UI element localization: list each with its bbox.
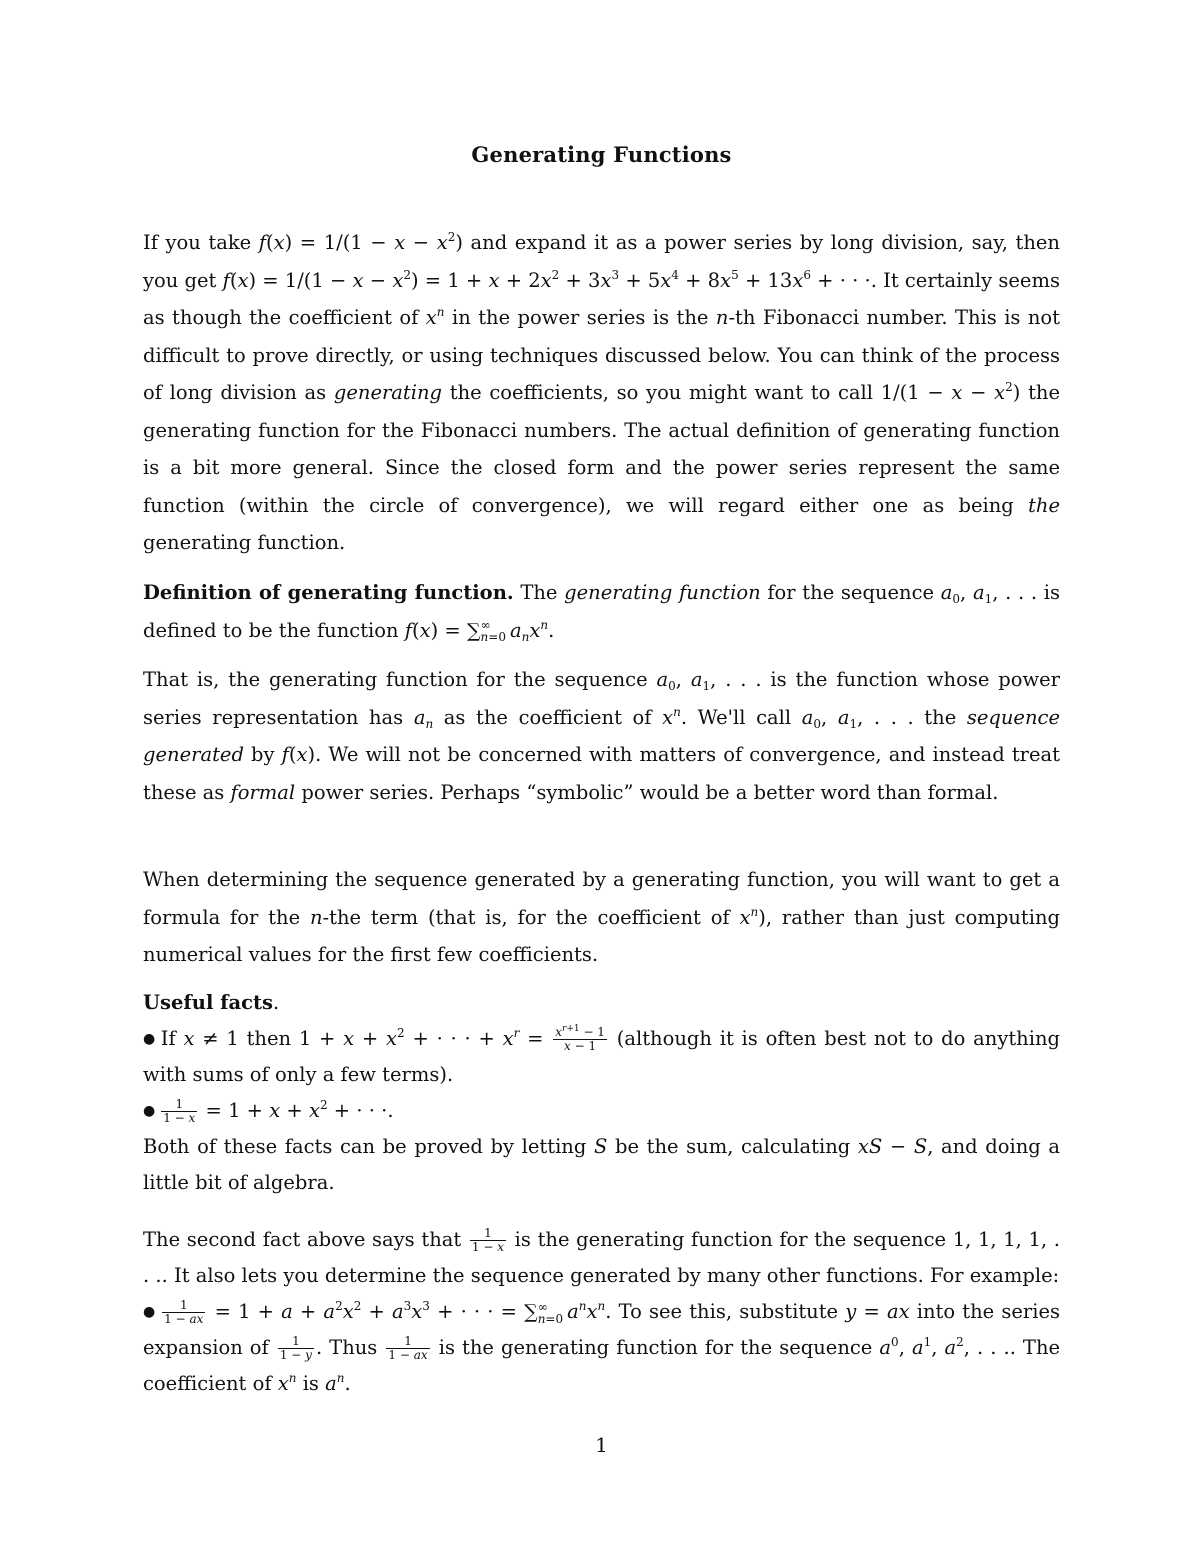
p3-emph-sequence: sequence generated (143, 705, 1060, 766)
p6-text-7: . The coefficient of (143, 1336, 1061, 1395)
page-number: 1 (595, 1433, 608, 1457)
p1-text-10: generating function. (143, 531, 346, 554)
p3-text-8: . We will not be concerned with matters of convergence, and instead treat these as (143, 743, 1061, 804)
bullet-icon: ● (143, 1031, 157, 1047)
p3-emph-formal: formal (230, 780, 296, 804)
definition-paragraph: Definition of generating function. The generating function for the sequence $a_0$, $a_1$, . . . is defined to be the function f(x) = ∑ ∞ n=0 $a_nx^n$. (143, 581, 1060, 644)
p1-text-8: the generating function for the Fibonacci numbers. The actual definition of generating function is a bit more general. Since the closed form and the power series represent the same function (within the circle of convergence), we will regard either one as being (143, 381, 1060, 517)
bullet-icon: ● (143, 1103, 156, 1119)
p3-text-5: the (924, 705, 957, 729)
page-title: Generating Functions (471, 142, 732, 167)
p6-text-4: into the series expansion of (143, 1300, 1060, 1359)
math-fx: f (258, 231, 267, 254)
definition-heading: Definition of generating function. (143, 581, 514, 604)
def-text-3: for the sequence (767, 581, 935, 604)
p6-text-5: . Thus (315, 1336, 378, 1359)
p6-text-1: The second fact above says that (143, 1228, 462, 1251)
p1-text-1: If you take (143, 231, 252, 254)
useful-facts-section: Useful facts. ● If x ≠ 1 then $1 + x + x^2$ + · · · + $x^r$ = $\frac{x^{r+1} - 1}{x - 1}$ (although it is often best not to do anything with sums of only a few terms). ● $\frac{1}{1 - x}$ = $1 + x + x^2$ + · · ·. Both of these facts can be proved by letting S be the sum, calculating xS − S, and doing a little bit of algebra. (143, 991, 1061, 1194)
bullet-icon: ● (143, 1304, 157, 1320)
p4-text-1: When determining the sequence generated by a generating function, you will want to get a formula for the (143, 868, 1060, 929)
fact1-text-1: If (160, 1027, 176, 1050)
p1-text-5: -th Fibonacci number. This is not difficult to prove directly, or using techniques discussed below. You can think of the process of long division as (143, 306, 1060, 404)
proof-text-1: Both of these facts can be proved by letting (143, 1135, 587, 1158)
p6-text-3: . To see this, substitute (605, 1300, 839, 1323)
def-emph: generating function (564, 581, 761, 604)
p4-text-2: -the term (that is, for the coefficient of (322, 905, 730, 929)
explanation-paragraph: That is, the generating function for the sequence $a_0$, $a_1$, . . . is the function whose power series representation has $a_n$ as the coefficient of $x^n$. We'll call $a_0$, $a_1$, . . . the sequence generated by f(x). We will not be concerned with matters of convergence, and instead treat these as formal power series. Perhaps “symbolic” would be a better word than formal. (143, 668, 1061, 804)
p3-text-4: . We'll call (680, 705, 792, 729)
fact1-text-2: then (246, 1027, 292, 1050)
p1-text-3: . It certainly seems as though the coefficient of (143, 268, 1060, 329)
p3-text-2: is the function whose power series representation has (143, 668, 1061, 729)
p4-text-3: ), rather than just computing numerical values for the first few coefficients. (143, 905, 1060, 966)
p3-text-1: That is, the generating function for the sequence (143, 668, 648, 691)
def-text-4: is defined to be the function (143, 581, 1060, 642)
fact1-text-3: (although it is often best not to do anything with sums of only a few terms). (143, 1027, 1061, 1086)
p1-text-7: the coefficients, so you might want to call (449, 381, 874, 404)
def-text-1: The (520, 581, 558, 604)
example-paragraph: The second fact above says that $\frac{1}{1 - x}$ is the generating function for the sequence 1, 1, 1, 1, . . .. It also lets you determine the sequence generated by many other functions. For example: ● $\frac{1}{1 - ax}$ = $1 + a + a^2x^2 + a^3x^3$ + · · · = ∑ ∞ n=0 $a^nx^n$. To see this, substitute y = ax into the series expansion of $\frac{1}{1 - y}$ . Thus $\frac{1}{1 - ax}$ is the generating function for the sequence $a^0$, $a^1$, $a^2$, . . .. The coefficient of $x^n$ is $a^n$. (143, 1226, 1061, 1395)
p1-emph-generating: generating (333, 381, 443, 404)
proof-text-3: , and doing a little bit of algebra. (143, 1135, 1061, 1194)
p1-text-2: and expand it as a power series by long division, say, then you get (143, 231, 1060, 292)
p1-text-4: in the power series is the (451, 306, 709, 329)
intro-paragraph: If you take $f(x) = 1/(1 - x - x^2)$ and expand it as a power series by long division, say, then you get $f(x) = 1/(1 - x - x^2) = 1 + x + 2x^2 + 3x^3 + 5x^4 + 8x^5 + 13x^6$ + · · ·. It certainly seems as though the coefficient of $x^n$ in the power series is the n-th Fibonacci number. This is not difficult to prove directly, or using techniques discussed below. You can think of the process of long division as generating the coefficients, so you might want to call $1/(1 - x - x^2)$ the generating function for the Fibonacci numbers. The actual definition of generating function is a bit more general. Since the closed form and the power series represent the same function (within the circle of convergence), we will regard either one as being the generating function. (143, 230, 1061, 554)
p3-text-10: power series. Perhaps “symbolic” would be a better word than formal. (301, 780, 999, 804)
proof-text-2: be the sum, calculating (614, 1135, 851, 1158)
facts-heading: Useful facts (143, 991, 274, 1014)
fraction: $\frac{x^{r+1} - 1}{x - 1}$ (555, 1024, 605, 1053)
p6-text-2: is the generating function for the sequence 1, 1, 1, 1, . . .. It also lets you determine the sequence generated by many other functions. For example: (143, 1228, 1060, 1287)
p3-text-3: as the coefficient of (443, 705, 652, 729)
p6-text-6: is the generating function for the sequence (438, 1336, 873, 1359)
p6-text-8: is (302, 1372, 319, 1395)
p3-text-7: by (251, 743, 275, 766)
p1-emph-the: the (1028, 493, 1061, 517)
formula-paragraph: When determining the sequence generated by a generating function, you will want to get a formula for the n-the term (that is, for the coefficient of $x^n$), rather than just computing numerical values for the first few coefficients. (143, 868, 1060, 966)
